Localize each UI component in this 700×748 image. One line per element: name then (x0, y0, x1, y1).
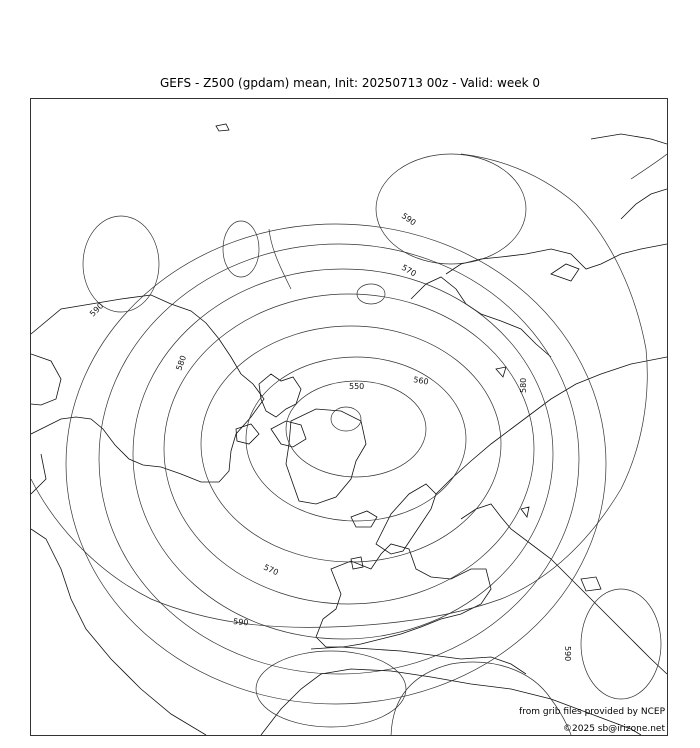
coastlines (31, 124, 667, 735)
copyright-credit: ©2025 sb@irizone.net (563, 724, 665, 734)
map-frame (30, 98, 668, 736)
contour-590-top (376, 154, 526, 264)
data-source-credit: from grib files provided by NCEP (519, 707, 665, 717)
contour-label: 560 (412, 375, 430, 387)
contour-label: 580 (519, 377, 528, 393)
coastline-siberia (436, 357, 667, 494)
coastline-scandinavia (376, 484, 436, 554)
coastline-arctic-islands (259, 374, 301, 417)
contour-590-right (83, 216, 159, 312)
contour-high-southwest (256, 651, 406, 727)
map-title: GEFS - Z500 (gpdam) mean, Init: 20250713 00z - Valid: week 0 (159, 76, 541, 90)
coastline-alaska (31, 354, 61, 405)
contour-585 (66, 224, 606, 704)
coastline-europe (316, 544, 491, 647)
contour-label: 590 (232, 617, 249, 628)
coastline-kamchatka (446, 244, 667, 274)
contour-label: 590 (563, 646, 572, 662)
contour-label: 580 (174, 354, 189, 372)
contour-590-outer (31, 154, 647, 627)
contour-label: 550 (349, 382, 365, 391)
contour-540 (286, 381, 426, 477)
contour-label: 590 (399, 211, 418, 228)
contour-590-left (223, 221, 259, 277)
geopotential-map (31, 99, 667, 735)
coastline-japan (551, 264, 579, 281)
contour-high-south (581, 589, 661, 699)
coastline-gulf (31, 454, 46, 494)
contour-label: 570 (400, 262, 418, 279)
coastline-north-america-south (31, 529, 206, 735)
contour-580 (99, 244, 579, 674)
contour-label-layer (88, 211, 572, 661)
contour-label: 590 (88, 301, 106, 319)
coastline-iceland (351, 511, 377, 527)
contour-570 (164, 294, 534, 604)
coastline-east-russia (591, 134, 667, 219)
contour-label: 570 (262, 562, 280, 578)
